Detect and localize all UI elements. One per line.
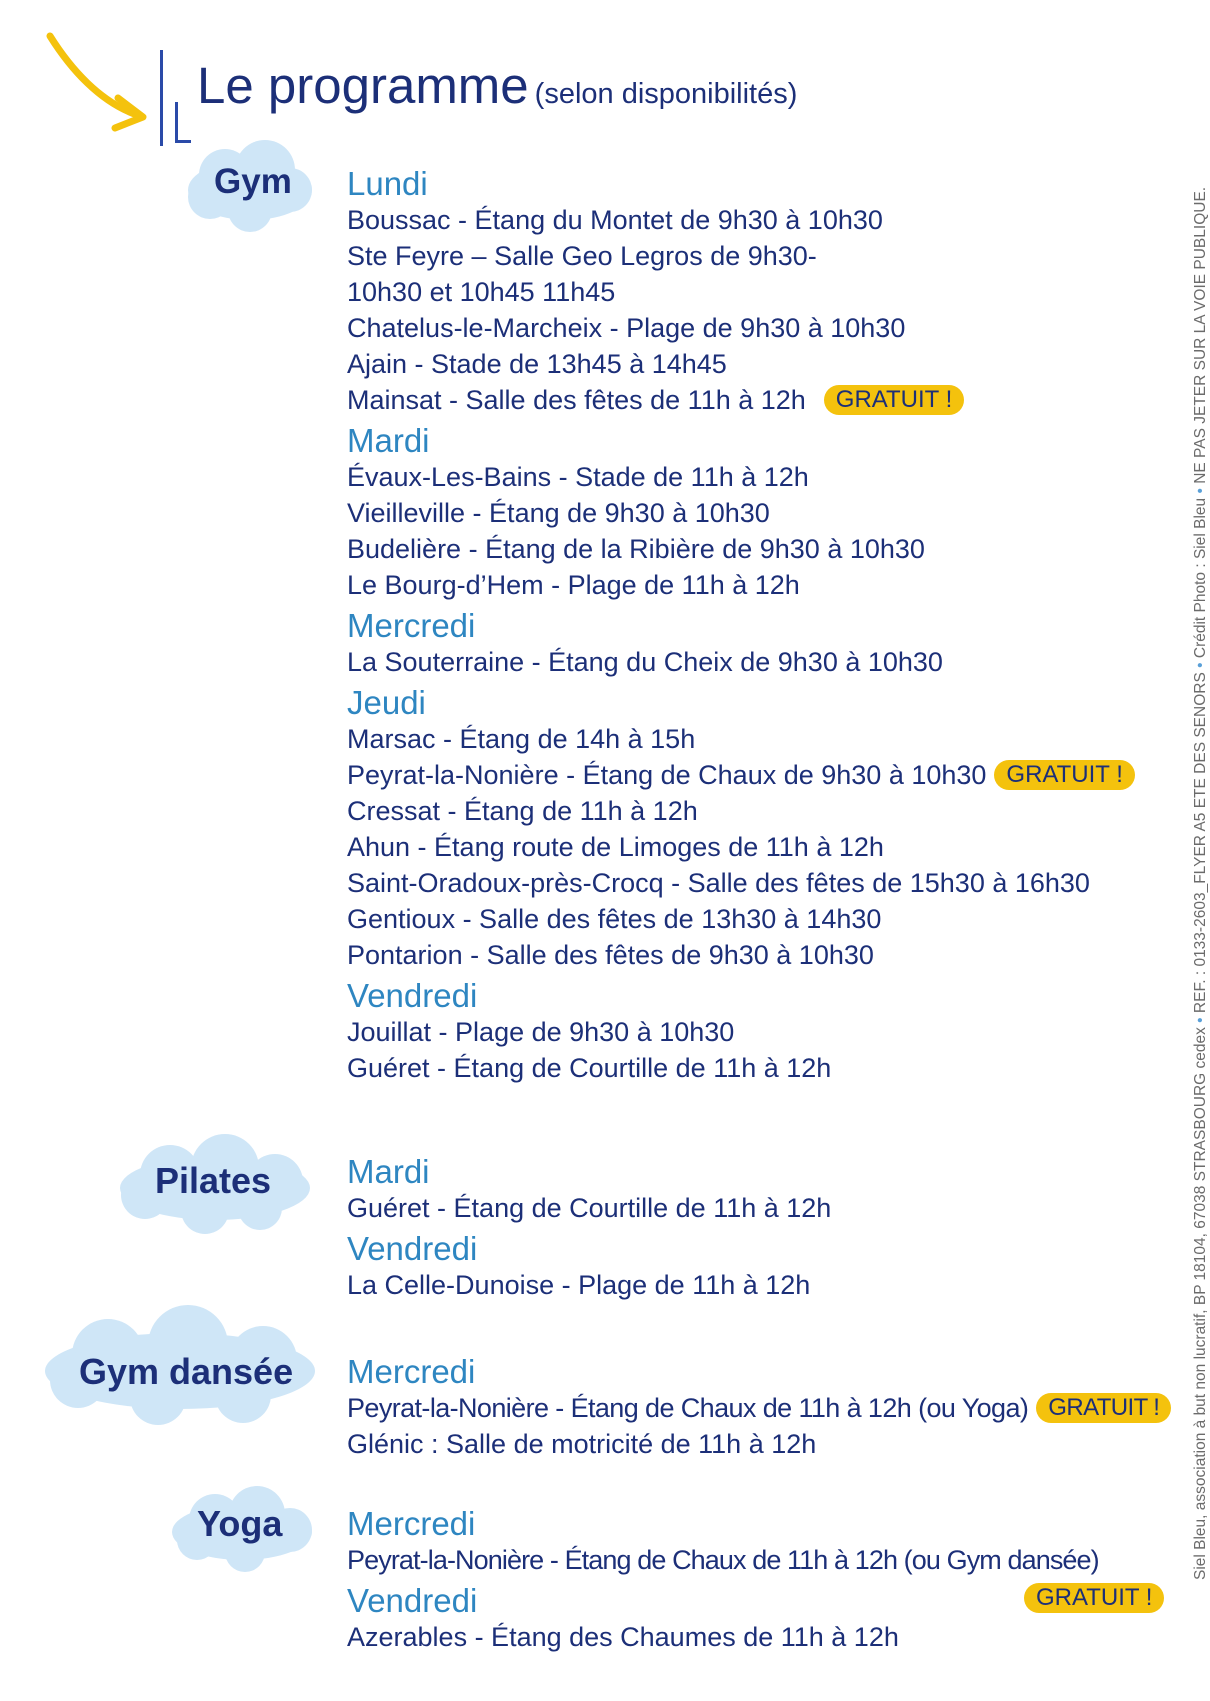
side-note-part2: REF. : 0133-2603_FLYER A5 ETE DES SENORS bbox=[1192, 672, 1209, 1014]
schedule-line: Gentioux - Salle des fêtes de 13h30 à 14h30 bbox=[347, 904, 882, 934]
free-badge: GRATUIT ! bbox=[1036, 1393, 1171, 1423]
schedule-line: Marsac - Étang de 14h à 15h bbox=[347, 724, 696, 754]
title-subtitle: (selon disponibilités) bbox=[534, 78, 798, 110]
day-heading: Vendredi bbox=[347, 1230, 478, 1267]
category-gym-dansee-label: Gym dansée bbox=[79, 1351, 294, 1392]
schedule-line: Cressat - Étang de 11h à 12h bbox=[347, 796, 698, 826]
schedule-line: Vieilleville - Étang de 9h30 à 10h30 bbox=[347, 498, 770, 528]
category-gym-label: Gym bbox=[214, 162, 292, 201]
schedule-line: Chatelus-le-Marcheix - Plage de 9h30 à 10h30 bbox=[347, 313, 906, 343]
free-badge: GRATUIT ! bbox=[824, 385, 964, 415]
schedule-line: 10h30 et 10h45 11h45 bbox=[347, 277, 616, 307]
schedule-line: Budelière - Étang de la Ribière de 9h30 à 10h30 bbox=[347, 534, 925, 564]
title-bracket bbox=[160, 50, 189, 146]
schedule-line: Boussac - Étang du Montet de 9h30 à 10h30 bbox=[347, 205, 883, 235]
schedule-line: Azerables - Étang des Chaumes de 11h à 12h bbox=[347, 1622, 899, 1652]
gym-dansee-schedule bbox=[347, 1353, 1171, 1462]
category-yoga-label: Yoga bbox=[197, 1503, 283, 1544]
day-heading: Vendredi bbox=[347, 977, 478, 1014]
gym-schedule bbox=[347, 165, 1135, 1086]
schedule-line: Ajain - Stade de 13h45 à 14h45 bbox=[347, 349, 727, 379]
schedule-line: Ste Feyre – Salle Geo Legros de 9h30- bbox=[347, 241, 817, 271]
schedule-line: Peyrat-la-Nonière - Étang de Chaux de 9h30 à 10h30 GRATUIT ! bbox=[347, 757, 1135, 793]
schedule-line: La Celle-Dunoise - Plage de 11h à 12h bbox=[347, 1270, 811, 1300]
schedule-line: Évaux-Les-Bains - Stade de 11h à 12h bbox=[347, 462, 809, 492]
schedule-line: Peyrat-la-Nonière - Étang de Chaux de 11h à 12h (ou Yoga) GRATUIT ! bbox=[347, 1390, 1171, 1426]
day-heading: Mercredi bbox=[347, 607, 476, 644]
page-title bbox=[197, 56, 797, 115]
schedule-line: Jouillat - Plage de 9h30 à 10h30 bbox=[347, 1017, 735, 1047]
day-heading: Vendredi bbox=[347, 1582, 478, 1619]
category-pilates-label: Pilates bbox=[155, 1160, 272, 1201]
arrow-icon bbox=[40, 28, 150, 128]
schedule-line: Pontarion - Salle des fêtes de 9h30 à 10h30 bbox=[347, 940, 874, 970]
schedule-line: Guéret - Étang de Courtille de 11h à 12h bbox=[347, 1193, 832, 1223]
day-heading: Mardi bbox=[347, 1153, 430, 1190]
schedule-line: Glénic : Salle de motricité de 11h à 12h bbox=[347, 1429, 817, 1459]
pilates-schedule bbox=[347, 1153, 831, 1303]
title-main: Le programme bbox=[197, 57, 529, 114]
side-note-part3: Crédit Photo : Siel Bleu bbox=[1192, 497, 1209, 659]
day-heading: Mercredi bbox=[347, 1505, 476, 1542]
side-note-part4: NE PAS JETER SUR LA VOIE PUBLIQUE. bbox=[1192, 186, 1209, 484]
free-badge: GRATUIT ! bbox=[994, 760, 1134, 790]
schedule-line: Ahun - Étang route de Limoges de 11h à 12h bbox=[347, 832, 884, 862]
day-heading: Lundi bbox=[347, 165, 428, 202]
schedule-line: Guéret - Étang de Courtille de 11h à 12h bbox=[347, 1053, 832, 1083]
schedule-line: Le Bourg-d’Hem - Plage de 11h à 12h bbox=[347, 570, 800, 600]
day-heading: Jeudi bbox=[347, 684, 426, 721]
day-heading: Mardi bbox=[347, 422, 430, 459]
side-note-part1: Siel Bleu, association à but non lucratif, BP 18104, 67038 STRASBOURG cedex bbox=[1192, 1027, 1209, 1580]
day-heading: Mercredi bbox=[347, 1353, 476, 1390]
free-badge: GRATUIT ! bbox=[1024, 1583, 1164, 1613]
schedule-line: Peyrat-la-Nonière - Étang de Chaux de 11h à 12h (ou Gym dansée) bbox=[347, 1545, 1099, 1575]
schedule-line: Saint-Oradoux-près-Crocq - Salle des fêtes de 15h30 à 16h30 bbox=[347, 868, 1090, 898]
schedule-line: Mainsat - Salle des fêtes de 11h à 12h GRATUIT ! bbox=[347, 382, 1135, 418]
yoga-schedule bbox=[347, 1505, 1099, 1655]
side-note: Siel Bleu, association à but non lucratif, BP 18104, 67038 STRASBOURG cedex • REF. : 0133-2603_FLYER A5 ETE DES SENORS • Crédit Photo : Siel Bleu • NE PAS JETER SUR LA VOIE PUBLIQUE. bbox=[1192, 186, 1209, 1580]
schedule-line: La Souterraine - Étang du Cheix de 9h30 à 10h30 bbox=[347, 647, 943, 677]
